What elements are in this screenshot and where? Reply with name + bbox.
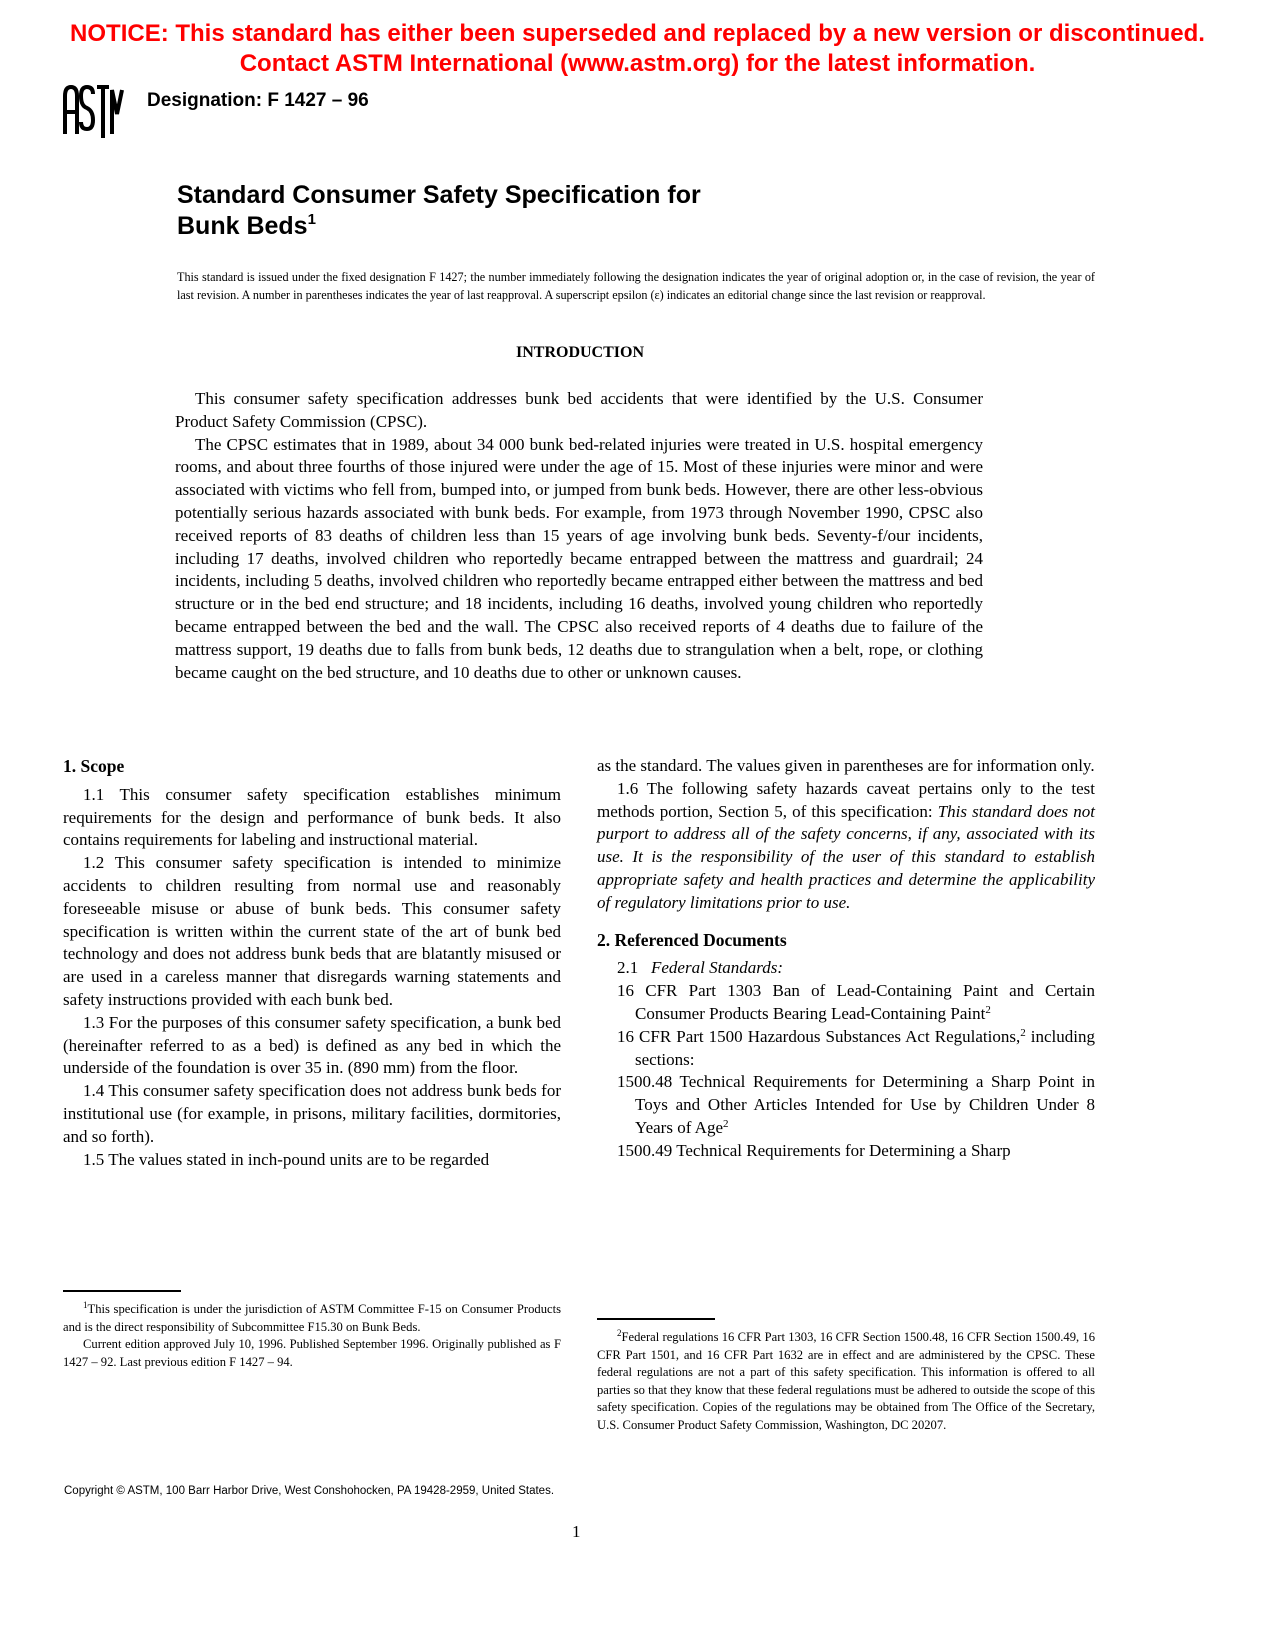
reference-text: 1500.49 Technical Requirements for Determining a Sharp (617, 1140, 1011, 1160)
introduction-body (175, 388, 983, 684)
paragraph-1-3: 1.3 For the purposes of this consumer safety specification, a bunk bed (hereinafter referred to as a bed) is defined as any bed in which the underside of the foundation is over 35 in. (890 mm) from the floor. (63, 1012, 561, 1078)
footnote-divider-right (597, 1318, 715, 1320)
paragraph-1-6-text: 1.6 The following safety hazards caveat pertains only to the test methods portion, Section 5, of this specification: (597, 778, 1095, 821)
footnote-1-edition: Current edition approved July 10, 1996. Published September 1996. Originally published as F 1427 – 92. Last previous edition F 1427 – 94. (63, 1337, 561, 1369)
reference-item (597, 980, 1095, 1026)
title-line-1: Standard Consumer Safety Specification for (177, 181, 701, 209)
reference-item (597, 1026, 1095, 1072)
designation: Designation: F 1427 – 96 (147, 90, 369, 111)
reference-text: 1500.48 Technical Requirements for Determining a Sharp Point in Toys and Other Articles Intended for Use by Children Under 8 Years of Age (617, 1072, 1095, 1137)
reference-text: 16 CFR Part 1500 Hazardous Substances Act Regulations, (617, 1026, 1021, 1046)
paragraph-1-6 (597, 778, 1095, 915)
astm-logo-icon (62, 84, 124, 140)
reference-text: 16 CFR Part 1303 Ban of Lead-Containing Paint and Certain Consumer Products Bearing Lead-Containing Paint (617, 981, 1095, 1023)
reference-item (597, 1071, 1095, 1139)
footnote-ref: 2 (985, 1003, 991, 1016)
safety-caveat: This standard does not purport to address all of the safety concerns, if any, associated with its use. It is the responsibility of the user of this standard to establish appropriate safety and health practices and determine the applicability of regulatory limitations prior to use. (597, 801, 1095, 912)
section-heading-referenced-documents: 2. Referenced Documents (597, 929, 787, 950)
footnote-body: This specification is under the jurisdiction of ASTM Committee F-15 on Consumer Products and is the direct responsibility of Subcommittee F15.30 on Bunk Beds. (63, 1302, 561, 1334)
copyright: Copyright © ASTM, 100 Barr Harbor Drive, West Conshohocken, PA 19428-2959, United States. (64, 1485, 555, 1497)
right-column (597, 755, 1095, 1163)
issue-note: This standard is issued under the fixed designation F 1427; the number immediately following the designation indicates the year of original adoption or, in the case of revision, the year of last revision. A number in parentheses indicates the year of last reapproval. A superscript epsilon (ε) indicates an editorial change since the last revision or reapproval. (177, 270, 1095, 303)
paragraph-1-2: 1.2 This consumer safety specification is intended to minimize accidents to children resulting from normal use and reasonably foreseeable misuse or abuse of bunk beds. This consumer safety specification is written within the current state of the art of bunk bed technology and does not address bunk beds that are blatantly misused or are used in a careless manner that disregards warning statements and safety instructions provided with each bunk bed. (63, 853, 561, 1009)
footnote-number: 2 (617, 1328, 622, 1338)
section-heading-scope: 1. Scope (63, 756, 125, 776)
footnote-body: Federal regulations 16 CFR Part 1303, 16 CFR Section 1500.48, 16 CFR Section 1500.49, 16 CFR Part 1501, and 16 CFR Part 1632 are in effect and are administered by the CPSC. These federal regulations are not a part of this safety specification. This information is offered to all parties so that they know that these federal regulations must be adhered to outside the scope of this safety specification. Copies of the regulations may be obtained from The Office of the Secretary, U.S. Consumer Product Safety Commission, Washington, DC 20207. (597, 1330, 1095, 1432)
page-number: 1 (572, 1522, 581, 1541)
notice-line-2: Contact ASTM International (www.astm.org) for the latest information. (239, 50, 1036, 77)
reference-text-after: including sections: (635, 1026, 1096, 1069)
introduction-heading: INTRODUCTION (515, 344, 644, 361)
footnote-divider-left (63, 1290, 181, 1292)
intro-paragraph: This consumer safety specification addresses bunk bed accidents that were identified by the U.S. Consumer Product Safety Commission (CPSC). (175, 389, 983, 431)
paragraph-1-5-continued: as the standard. The values given in parentheses are for information only. (597, 756, 1095, 775)
title-footnote-ref: 1 (307, 211, 316, 228)
footnote-1 (63, 1301, 561, 1371)
subsection-2-1 (597, 957, 1095, 980)
footnote-ref: 2 (723, 1117, 729, 1130)
left-column (63, 755, 561, 1171)
notice-line-1: NOTICE: This standard has either been superseded and replaced by a new version or discontinued. (70, 20, 1205, 47)
footnote-1-text (63, 1301, 561, 1336)
subsection-number: 2.1 (617, 958, 639, 978)
footnote-2-text (597, 1329, 1095, 1434)
paragraph-1-4: 1.4 This consumer safety specification does not address bunk beds for institutional use (for example, in prisons, military facilities, dormitories, and so forth). (63, 1081, 561, 1146)
title-line-2 (177, 211, 701, 242)
document-title (177, 180, 701, 242)
paragraph-1-1: 1.1 This consumer safety specification establishes minimum requirements for the design and performance of bunk beds. It also contains requirements for labeling and instructional material. (63, 784, 561, 850)
footnote-2 (597, 1329, 1095, 1434)
title-line-2-text: Bunk Beds (177, 212, 308, 240)
intro-paragraph: The CPSC estimates that in 1989, about 34 000 bunk bed-related injuries were treated in U.S. hospital emergency rooms, and about three fourths of those injured were under the age of 15. Most of these injuries were minor and were associated with victims who fell from, bumped into, or jumped from bunk beds. However, there are other less-obvious potentially serious hazards associated with bunk beds. For example, from 1973 through November 1990, CPSC also received reports of 83 deaths of children less than 15 years of age involving bunk beds. Seventy-f/our incidents, including 17 deaths, involved children who reportedly became entrapped between the mattress and guardrail; 24 incidents, including 5 deaths, involved children who reportedly became entrapped either between the mattress and bed structure or in the bed end structure; and 18 incidents, including 16 deaths, involved young children who reportedly became entrapped between the bed and the wall. The CPSC also received reports of 4 deaths due to failure of the mattress support, 19 deaths due to falls from bunk beds, 12 deaths due to strangulation when a belt, rope, or clothing became caught on the bed structure, and 10 deaths due to other or unknown causes. (175, 434, 983, 682)
footnote-ref: 2 (1020, 1026, 1026, 1039)
paragraph-1-5: 1.5 The values stated in inch-pound units are to be regarded (83, 1149, 490, 1169)
reference-item (597, 1140, 1095, 1163)
subsection-label: Federal Standards: (651, 958, 784, 978)
footnote-number: 1 (83, 1300, 88, 1310)
